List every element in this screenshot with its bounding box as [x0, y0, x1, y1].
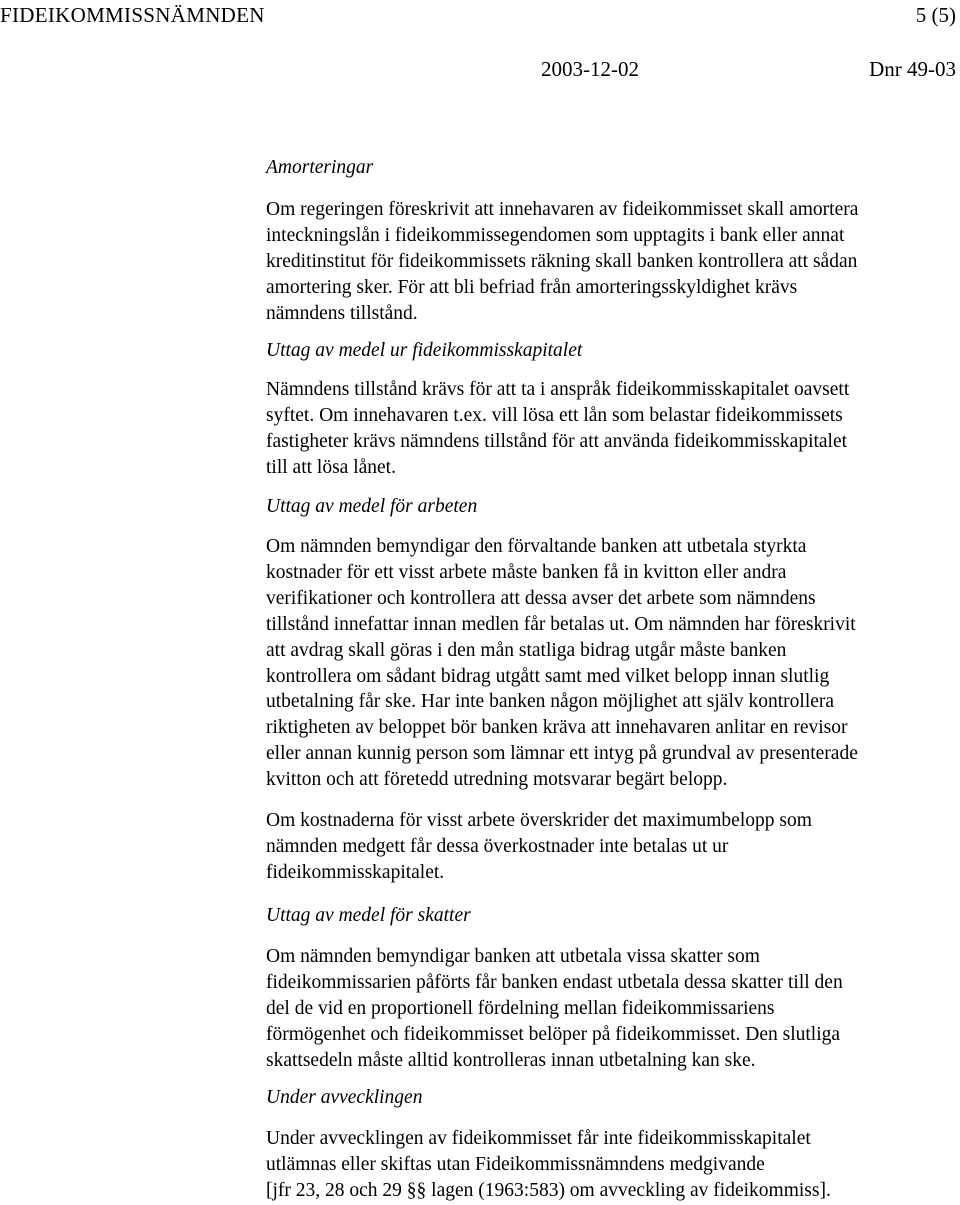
text-line: till att lösa lånet. — [266, 456, 396, 478]
paragraph — [266, 377, 849, 481]
page-number: 5 (5) — [915, 3, 956, 27]
text-line: verifikationer och kontrollera att dessa avser det arbete som nämndens — [266, 587, 816, 609]
paragraph — [266, 1126, 831, 1204]
text-line: Om nämnden bemyndigar banken att utbetala vissa skatter som — [266, 946, 760, 967]
section-heading: Uttag av medel för skatter — [266, 905, 471, 926]
text-line: Under avvecklingen av fideikommisset får inte fideikommisskapitalet — [266, 1128, 811, 1149]
text-line: utbetalning får ske. Har inte banken någon möjlighet att själv kontrollera — [266, 691, 835, 713]
text-line: förmögenhet och fideikommisset belöper på fideikommisset. Den slutliga — [266, 1023, 841, 1045]
text-line: Nämndens tillstånd krävs för att ta i anspråk fideikommisskapitalet oavsett — [266, 379, 850, 400]
text-line: kontrollera om sådant bidrag utgått samt med vilket belopp innan slutlig — [266, 665, 830, 687]
text-line: Om regeringen föreskrivit att innehavaren av fideikommisset skall amortera — [266, 199, 859, 220]
reference-number: Dnr 49-03 — [869, 57, 956, 81]
section-heading: Amorteringar — [266, 157, 374, 178]
paragraph — [266, 944, 843, 1074]
text-line: kostnader för ett visst arbete måste banken få in kvitton eller andra — [266, 561, 787, 583]
text-line: fideikommissarien påförts får banken endast utbetala dessa skatter till den — [266, 971, 843, 993]
text-line: Om kostnaderna för visst arbete överskrider det maximumbelopp som — [266, 810, 812, 831]
text-line: nämndens tillstånd. — [266, 302, 418, 324]
text-line: riktigheten av beloppet bör banken kräva att innehavaren anlitar en revisor — [266, 717, 848, 739]
text-line: fastigheter krävs nämndens tillstånd för att använda fideikommisskapitalet — [266, 430, 848, 452]
text-line: nämnden medgett får dessa överkostnader inte betalas ut ur — [266, 835, 729, 857]
section-heading: Uttag av medel för arbeten — [266, 496, 478, 517]
text-line: kreditinstitut för fideikommissets räkning skall banken kontrollera att sådan — [266, 250, 858, 272]
text-line: Om nämnden bemyndigar den förvaltande banken att utbetala styrkta — [266, 536, 807, 557]
text-line: tillstånd innefattar innan medlen får betalas ut. Om nämnden har föreskrivit — [266, 613, 856, 635]
section-heading: Uttag av medel ur fideikommisskapitalet — [266, 340, 583, 361]
text-line: inteckningslån i fideikommissegendomen som upptagits i bank eller annat — [266, 224, 845, 246]
text-line: att avdrag skall göras i den mån statliga bidrag utgår måste banken — [266, 639, 787, 661]
text-line: [jfr 23, 28 och 29 §§ lagen (1963:583) om avveckling av fideikommiss]. — [266, 1179, 831, 1201]
text-line: kvitton och att företedd utredning motsvarar begärt belopp. — [266, 769, 728, 791]
text-line: amortering sker. För att bli befriad från amorteringsskyldighet krävs — [266, 276, 798, 298]
text-line: skattsedeln måste alltid kontrolleras innan utbetalning kan ske. — [266, 1049, 756, 1071]
paragraph — [266, 534, 858, 793]
text-line: eller annan kunnig person som lämnar ett intyg på grundval av presenterade — [266, 743, 858, 765]
text-line: fideikommisskapitalet. — [266, 861, 445, 883]
text-line: del de vid en proportionell fördelning mellan fideikommissariens — [266, 997, 775, 1019]
paragraph — [266, 808, 812, 886]
document-date: 2003-12-02 — [541, 57, 639, 81]
organization-name: FIDEIKOMMISSNÄMNDEN — [0, 3, 265, 27]
section-heading: Under avvecklingen — [266, 1087, 423, 1108]
paragraph — [266, 197, 858, 327]
text-line: utlämnas eller skiftas utan Fideikommissnämndens medgivande — [266, 1153, 765, 1175]
text-line: syftet. Om innehavaren t.ex. vill lösa ett lån som belastar fideikommissets — [266, 404, 843, 426]
